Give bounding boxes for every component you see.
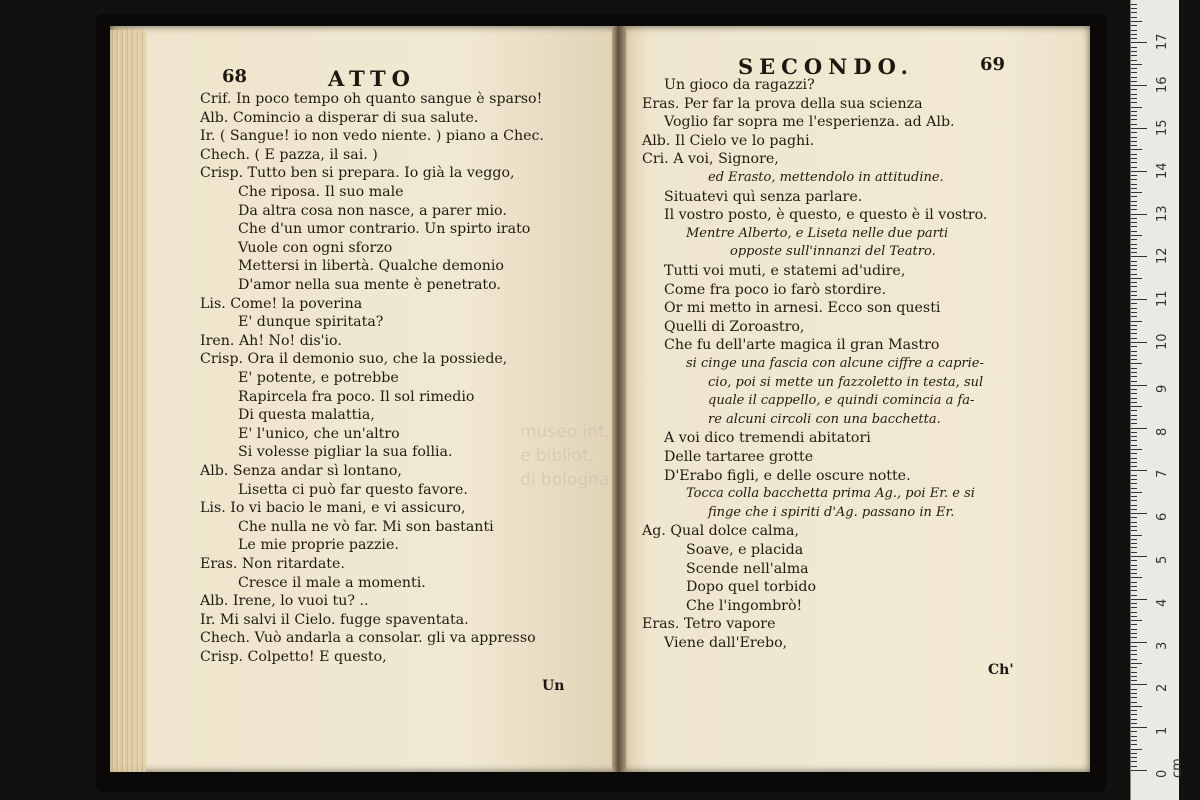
stage-direction-line: Tocca colla bacchetta prima Ag., poi Er. e si [686, 486, 975, 502]
ruler-tick [1131, 633, 1137, 634]
ruler-tick [1131, 363, 1142, 364]
ruler-tick [1131, 458, 1137, 459]
ruler-label: 7 [1155, 470, 1170, 479]
ruler-tick [1131, 650, 1137, 651]
ruler-tick [1131, 663, 1142, 664]
ruler-tick [1131, 68, 1137, 69]
ruler-tick [1131, 137, 1137, 138]
ruler-tick [1131, 316, 1137, 317]
ruler-tick [1131, 637, 1137, 638]
ruler-tick [1131, 607, 1137, 608]
stage-direction-line: cio, poi si mette un fazzoletto in testa, sul [708, 374, 984, 390]
verse-line: Un gioco da ragazzi? [664, 77, 815, 93]
ruler-tick [1131, 646, 1137, 647]
ruler-tick [1131, 761, 1137, 762]
ruler-tick [1131, 149, 1142, 150]
ruler-label: 9 [1155, 384, 1170, 393]
ruler-label: 5 [1155, 555, 1170, 564]
ruler-tick [1131, 376, 1137, 377]
ruler-tick [1131, 72, 1137, 73]
stage-direction-line: re alcuni circoli con una bacchetta. [708, 411, 941, 427]
verse-line: Di questa malattia, [238, 407, 375, 424]
ruler-tick [1131, 723, 1137, 724]
stage-direction-line: si cinge una fascia con alcune ciffre a caprie- [686, 356, 984, 371]
ruler-tick [1131, 368, 1137, 369]
ruler-tick [1131, 500, 1137, 501]
ruler-tick [1131, 445, 1137, 446]
ruler-label: 0 cm [1155, 758, 1185, 778]
verse-line: Che d'un umor contrario. Un spirto irato [238, 221, 531, 238]
ruler-tick [1131, 51, 1137, 52]
ruler-tick [1131, 389, 1137, 390]
ruler-tick [1131, 89, 1137, 90]
verse-line: Delle tartaree grotte [664, 449, 814, 465]
speech-line: Ag. Qual dolce calma, [642, 523, 799, 540]
ruler-tick [1131, 522, 1137, 523]
ruler-label: 10 [1155, 333, 1170, 350]
speech-line: Eras. Tetro vapore [642, 616, 776, 633]
ruler-tick [1131, 256, 1147, 257]
ruler-tick [1131, 749, 1142, 750]
ruler-tick [1131, 12, 1137, 13]
ruler-tick [1131, 582, 1137, 583]
speech-line: Crisp. Ora il demonio suo, che la possiede, [200, 351, 508, 368]
ruler-tick [1131, 744, 1137, 745]
verse-line: Voglio far sopra me l'esperienza. ad Alb. [664, 114, 955, 131]
speech-line: Lis. Io vi bacio le mani, e vi assicuro, [200, 500, 466, 517]
ruler-tick [1131, 128, 1147, 129]
ruler-tick [1131, 98, 1137, 99]
ruler-tick [1131, 355, 1137, 356]
ruler-tick [1131, 620, 1142, 621]
stage-direction-line: finge che i spiriti d'Ag. passano in Er. [708, 504, 955, 520]
ruler-label: 13 [1155, 205, 1170, 222]
verse-line: Si volesse pigliar la sua follia. [238, 444, 453, 461]
ruler-tick [1131, 466, 1137, 467]
ruler-label: 11 [1155, 290, 1170, 308]
ruler-tick [1131, 235, 1142, 236]
ruler-tick [1131, 736, 1137, 737]
ruler-tick [1131, 329, 1137, 330]
stamp-line: di bologna [520, 470, 610, 490]
ruler-tick [1131, 42, 1147, 43]
ruler-tick [1131, 308, 1137, 309]
ruler-tick [1131, 342, 1147, 343]
ruler-tick [1131, 179, 1137, 180]
ruler-tick [1131, 676, 1137, 677]
verse-line: Il vostro posto, è questo, e questo è il vostro. [664, 207, 988, 224]
ruler-tick [1131, 573, 1137, 574]
ruler-tick [1131, 659, 1137, 660]
ruler-tick [1131, 428, 1147, 429]
ruler-tick [1131, 124, 1137, 125]
ruler-tick [1131, 162, 1137, 163]
ruler-tick [1131, 269, 1137, 270]
ruler-tick [1131, 30, 1137, 31]
right-catchword: Ch' [988, 662, 1014, 678]
ruler-tick [1131, 115, 1137, 116]
ruler-label: 12 [1155, 247, 1170, 265]
right-running-head: SECONDO. [738, 54, 914, 79]
library-stamp [520, 420, 610, 492]
speech-line: Iren. Ah! No! dis'io. [200, 332, 342, 349]
stage-direction-line: opposte sull'innanzi del Teatro. [730, 244, 936, 260]
ruler-label: 2 [1155, 684, 1170, 693]
ruler-tick [1131, 188, 1137, 189]
ruler-tick [1131, 479, 1137, 480]
ruler-tick [1131, 282, 1137, 283]
ruler-tick [1131, 423, 1137, 424]
ruler-label: 1 [1155, 726, 1170, 736]
ruler-label: 4 [1155, 598, 1170, 607]
ruler-tick [1131, 184, 1137, 185]
ruler-tick [1131, 766, 1137, 767]
ruler-tick [1131, 312, 1137, 313]
ruler-tick [1131, 21, 1142, 22]
speech-line: Chech. ( E pazza, il sai. ) [200, 146, 378, 163]
ruler-tick [1131, 192, 1142, 193]
ruler-tick [1131, 214, 1147, 215]
ruler-tick [1131, 222, 1137, 223]
ruler-tick [1131, 513, 1147, 514]
stage-direction-line: ed Erasto, mettendolo in attitudine. [708, 170, 944, 185]
ruler-tick [1131, 757, 1137, 758]
ruler-tick [1131, 81, 1137, 82]
ruler-tick [1131, 8, 1137, 9]
ruler-label: 6 [1155, 512, 1170, 522]
ruler-tick [1131, 654, 1137, 655]
ruler-tick [1131, 689, 1137, 690]
ruler-tick [1131, 753, 1137, 754]
ruler-label: 8 [1155, 427, 1170, 436]
ruler-tick [1131, 196, 1137, 197]
ruler-tick [1131, 667, 1137, 668]
ruler-tick [1131, 483, 1137, 484]
ruler-label: 15 [1155, 119, 1170, 136]
ruler-tick [1131, 346, 1137, 347]
ruler-tick [1131, 419, 1137, 420]
speech-line: Crisp. Tutto ben si prepara. Io già la veggo, [200, 165, 515, 182]
ruler-tick [1131, 261, 1137, 262]
ruler-tick [1131, 252, 1137, 253]
ruler-tick [1131, 303, 1137, 304]
ruler-tick [1131, 702, 1137, 703]
ruler-tick [1131, 393, 1137, 394]
ruler-tick [1131, 55, 1137, 56]
ruler-tick [1131, 205, 1137, 206]
ruler-tick [1131, 560, 1137, 561]
ruler-tick [1131, 603, 1137, 604]
ruler-tick [1131, 530, 1137, 531]
ruler-tick [1131, 449, 1142, 450]
ruler-tick [1131, 291, 1137, 292]
ruler-tick [1131, 543, 1137, 544]
ruler-tick [1131, 299, 1147, 300]
ruler-tick [1131, 590, 1137, 591]
speech-line: Eras. Non ritardate. [200, 556, 345, 572]
ruler-tick [1131, 333, 1137, 334]
ruler-tick [1131, 436, 1137, 437]
verse-line: Soave, e placida [686, 542, 804, 558]
ruler-tick [1131, 274, 1137, 275]
ruler-tick [1131, 278, 1142, 279]
ruler-tick [1131, 432, 1137, 433]
ruler-tick [1131, 672, 1137, 673]
ruler-tick [1131, 535, 1142, 536]
stage-direction-line: Mentre Alberto, e Liseta nelle due parti [686, 225, 949, 241]
verse-line: Dopo quel torbido [686, 579, 816, 596]
ruler-tick [1131, 145, 1137, 146]
ruler-tick [1131, 509, 1137, 510]
ruler-tick [1131, 38, 1137, 39]
ruler-tick [1131, 569, 1137, 570]
ruler-label: 3 [1155, 641, 1170, 650]
stamp-line: museo int. [520, 422, 611, 442]
ruler-tick [1131, 517, 1137, 518]
ruler-tick [1131, 731, 1137, 732]
left-page-number: 68 [222, 66, 248, 87]
ruler-tick [1131, 526, 1137, 527]
ruler-tick [1131, 599, 1147, 600]
ruler-tick [1131, 547, 1137, 548]
ruler-tick [1131, 231, 1137, 232]
verse-line: Le mie proprie pazzie. [238, 537, 399, 554]
left-catchword: Un [542, 678, 565, 694]
ruler-tick [1131, 25, 1137, 26]
verse-line: Che fu dell'arte magica il gran Mastro [664, 337, 940, 354]
verse-line: A voi dico tremendi abitatori [664, 430, 871, 447]
measuring-ruler [1130, 0, 1185, 800]
ruler-tick [1131, 158, 1137, 159]
ruler-tick [1131, 64, 1142, 65]
page-edges [110, 30, 146, 772]
ruler-tick [1131, 239, 1137, 240]
ruler-tick [1131, 719, 1137, 720]
verse-line: Che l'ingombrò! [686, 597, 803, 614]
ruler-tick [1131, 175, 1137, 176]
ruler-tick [1131, 539, 1137, 540]
ruler-tick [1131, 402, 1137, 403]
ruler-tick [1131, 218, 1137, 219]
ruler-tick [1131, 492, 1142, 493]
verse-line: Cresce il male a momenti. [238, 574, 426, 591]
speech-line: Crif. In poco tempo oh quanto sangue è sparso! [200, 91, 543, 107]
ruler-tick [1131, 265, 1137, 266]
ruler-tick [1131, 616, 1137, 617]
ruler-tick [1131, 740, 1137, 741]
verse-line: D'amor nella sua mente è penetrato. [238, 277, 501, 293]
verse-line: Or mi metto in arnesi. Ecco son questi [664, 300, 941, 317]
ruler-tick [1131, 406, 1142, 407]
ruler-tick [1131, 556, 1147, 557]
ruler-tick [1131, 595, 1137, 596]
ruler-tick [1131, 119, 1137, 120]
ruler-tick [1131, 381, 1137, 382]
ruler-tick [1131, 693, 1137, 694]
ruler-tick [1131, 325, 1137, 326]
ruler-tick [1131, 505, 1137, 506]
ruler-tick [1131, 415, 1137, 416]
verse-line: D'Erabo figli, e delle oscure notte. [664, 467, 911, 484]
verse-line: Lisetta ci può far questo favore. [238, 481, 468, 498]
ruler-tick [1131, 453, 1137, 454]
ruler-label: 14 [1155, 162, 1170, 179]
ruler-tick [1131, 17, 1137, 18]
ruler-tick [1131, 440, 1137, 441]
ruler-tick [1131, 94, 1137, 95]
ruler-tick [1131, 102, 1137, 103]
ruler-tick [1131, 727, 1147, 728]
verse-line: Rapircela fra poco. Il sol rimedio [238, 388, 475, 405]
ruler-tick [1131, 770, 1147, 771]
left-page [110, 26, 618, 772]
speech-line: Crisp. Colpetto! E questo, [200, 649, 387, 665]
verse-line: Situatevi quì senza parlare. [664, 188, 863, 205]
ruler-tick [1131, 470, 1147, 471]
ruler-tick [1131, 60, 1137, 61]
ruler-tick [1131, 714, 1137, 715]
ruler-tick [1131, 624, 1137, 625]
ruler-tick [1131, 684, 1147, 685]
ruler-tick [1131, 496, 1137, 497]
ruler-tick [1131, 612, 1137, 613]
ruler-tick [1131, 642, 1147, 643]
ruler-tick [1131, 295, 1137, 296]
ruler-tick [1131, 286, 1137, 287]
speech-line: Ir. Mi salvi il Cielo. fugge spaventata. [200, 611, 469, 628]
ruler-tick [1131, 710, 1137, 711]
ruler-label: 16 [1155, 76, 1170, 94]
speech-line: Alb. Il Cielo ve lo paghi. [642, 132, 815, 149]
ruler-tick [1131, 167, 1137, 168]
ruler-label: 17 [1155, 33, 1170, 51]
ruler-tick [1131, 629, 1137, 630]
ruler-tick [1131, 244, 1137, 245]
speech-line: Eras. Per far la prova della sua scienza [642, 95, 923, 112]
right-page [622, 26, 1090, 772]
verse-line: Tutti voi muti, e statemi ad'udire, [664, 263, 906, 279]
stage-direction-line: quale il cappello, e quindi comincia a fa- [708, 393, 975, 409]
speech-line: Cri. A voi, Signore, [642, 151, 779, 168]
verse-line: Che nulla ne vò far. Mi son bastanti [238, 518, 494, 535]
book-gutter [612, 26, 626, 772]
ruler-tick [1131, 706, 1142, 707]
ruler-tick [1131, 488, 1137, 489]
ruler-tick [1131, 248, 1137, 249]
ruler-tick [1131, 171, 1147, 172]
ruler-tick [1131, 577, 1142, 578]
verse-line: E' l'unico, che un'altro [238, 425, 400, 442]
verse-line: Viene dall'Erebo, [664, 635, 788, 651]
speech-line: Alb. Senza andar sì lontano, [200, 463, 402, 479]
left-running-head: ATTO [328, 66, 416, 91]
speech-line: Lis. Come! la poverina [200, 295, 363, 312]
verse-line: Da altra cosa non nasce, a parer mio. [238, 202, 507, 219]
ruler-tick [1131, 385, 1147, 386]
ruler-tick [1131, 132, 1137, 133]
ruler-tick [1131, 77, 1137, 78]
ruler-tick [1131, 141, 1137, 142]
verse-line: Scende nell'alma [686, 560, 809, 577]
speech-line: Alb. Irene, lo vuoi tu? .. [200, 593, 369, 610]
right-page-number: 69 [980, 54, 1006, 75]
ruler-tick [1131, 697, 1137, 698]
ruler-tick [1131, 565, 1137, 566]
verse-line: Che riposa. Il suo male [238, 184, 404, 200]
ruler-tick [1131, 85, 1147, 86]
ruler-tick [1131, 209, 1137, 210]
ruler-tick [1131, 338, 1137, 339]
ruler-tick [1131, 398, 1137, 399]
stamp-line: e bibliot. [520, 446, 595, 466]
speech-line: Alb. Comincio a disperar di sua salute. [200, 109, 479, 126]
ruler-tick [1131, 321, 1142, 322]
speech-line: Ir. ( Sangue! io non vedo niente. ) piano a Chec. [200, 128, 544, 145]
ruler-tick [1131, 586, 1137, 587]
verse-line: Mettersi in libertà. Qualche demonio [238, 258, 504, 275]
ruler-tick [1131, 34, 1137, 35]
verse-line: E' dunque spiritata? [238, 314, 384, 331]
ruler-tick [1131, 154, 1137, 155]
ruler-tick [1131, 462, 1137, 463]
ruler-tick [1131, 680, 1137, 681]
ruler-tick [1131, 359, 1137, 360]
ruler-tick [1131, 111, 1137, 112]
ruler-tick [1131, 410, 1137, 411]
ruler-tick [1131, 201, 1137, 202]
ruler-tick [1131, 226, 1137, 227]
ruler-tick [1131, 552, 1137, 553]
speech-line: Chech. Vuò andarla a consolar. gli va appresso [200, 630, 536, 647]
verse-line: Quelli di Zoroastro, [664, 318, 805, 335]
verse-line: Come fra poco io farò stordire. [664, 281, 887, 298]
ruler-tick [1131, 47, 1137, 48]
ruler-tick [1131, 107, 1142, 108]
ruler-tick [1131, 4, 1137, 5]
verse-line: E' potente, e potrebbe [238, 370, 399, 386]
ruler-tick [1131, 351, 1137, 352]
verse-line: Vuole con ogni sforzo [238, 239, 393, 256]
ruler-tick [1131, 372, 1137, 373]
ruler-tick [1131, 475, 1137, 476]
